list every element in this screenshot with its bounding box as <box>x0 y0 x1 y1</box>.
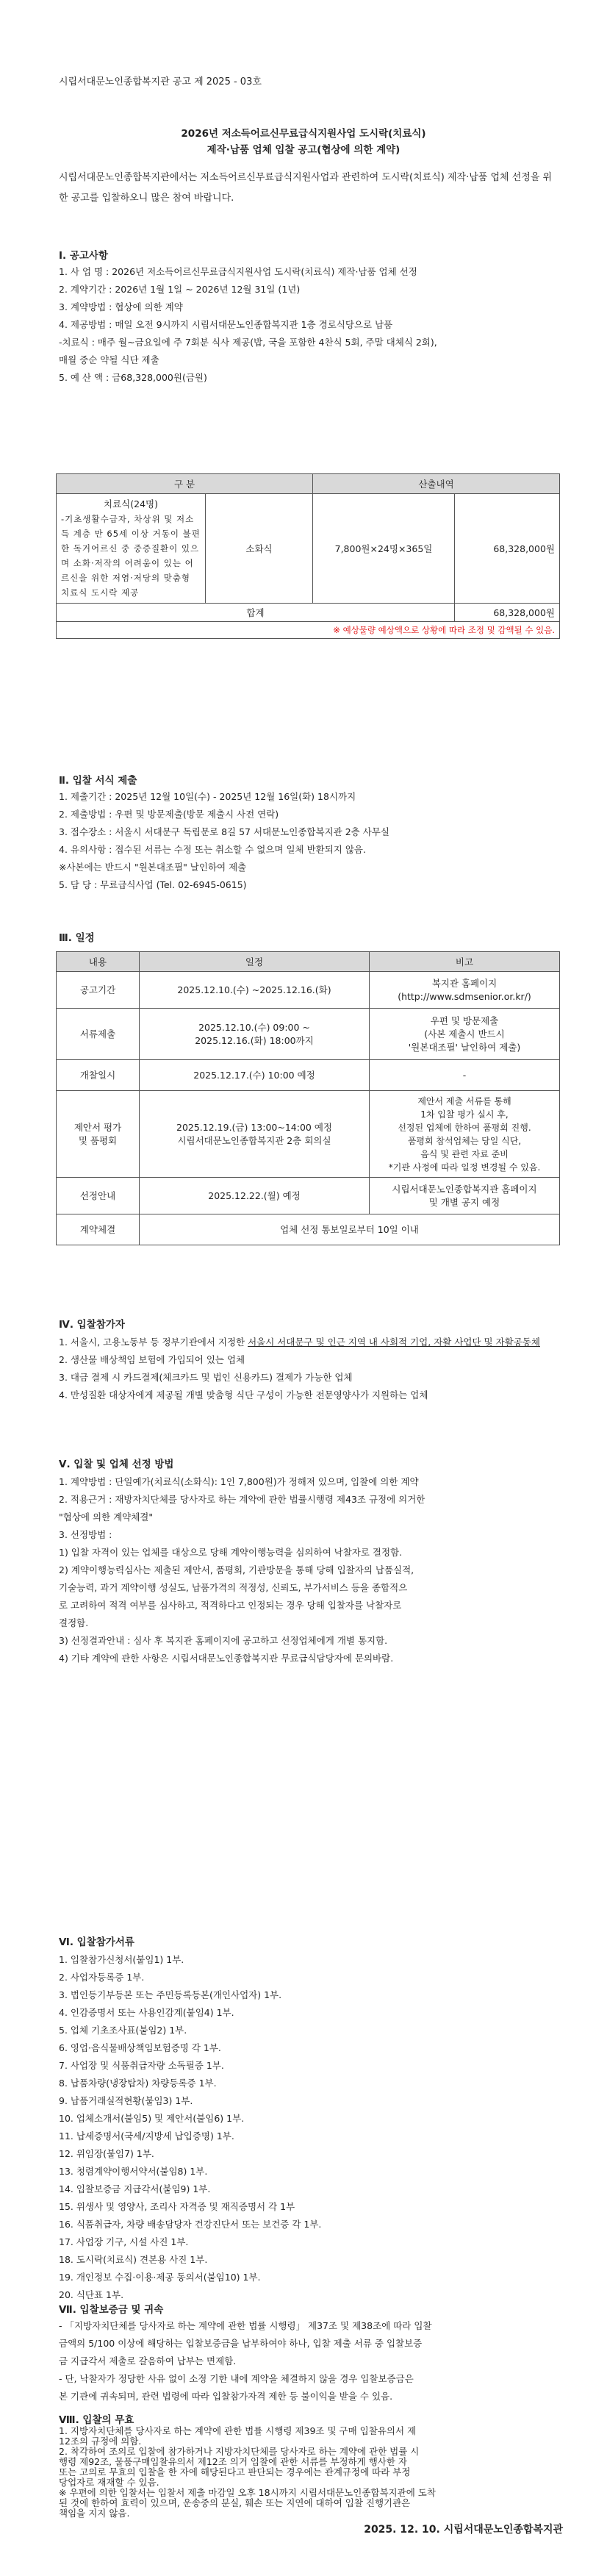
list-item: - 단, 낙찰자가 정당한 사유 없이 소정 기한 내에 계약을 체결하지 않을 경우 입찰보증금은 <box>59 2373 414 2384</box>
list-item: 12조의 규정에 의함. <box>59 2436 142 2447</box>
list-item: 5. 담 당 : 무료급식사업 (Tel. 02-6945-0615) <box>59 879 247 890</box>
row-note: 제안서 제출 서류를 통해 1차 입찰 평가 실시 후, 선정된 업체에 한하여 품평회 진행. 품평회 참석업체는 당일 식단, 음식 및 관련 자료 준비 *기관 사정에 따라 일정 변경될 수 있음. <box>370 1091 560 1178</box>
list-item: 3. 계약방법 : 협상에 의한 계약 <box>59 301 183 312</box>
list-item: 19. 개인정보 수집·이용·제공 동의서(붙임10) 1부. <box>59 2272 261 2283</box>
section-4-heading: Ⅳ. 입찰참가자 <box>59 1319 125 1331</box>
table-header: 구 분 <box>57 474 313 494</box>
section-4-lines <box>59 1334 558 1404</box>
list-item: 13. 청렴계약이행서약서(붙임8) 1부. <box>59 2166 208 2177</box>
section-6-lines <box>59 1951 566 2304</box>
row-name: 제안서 평가 및 품평회 <box>57 1091 140 1178</box>
table-header: 산출내역 <box>313 474 560 494</box>
table-row <box>57 1178 560 1214</box>
list-item: 11. 납세증명서(국세/지방세 납입증명) 1부. <box>59 2130 234 2142</box>
row-schedule: 2025.12.10.(수) 09:00 ~ 2025.12.16.(화) 18:00까지 <box>140 1009 370 1060</box>
category-cell: 소화식 <box>206 494 313 604</box>
list-item: 2. 적용근거 : 재방자치단체를 당사자로 하는 계약에 관한 법률시행령 제43조 규정에 의거한 <box>59 1494 425 1505</box>
row-schedule: 2025.12.10.(수) ~2025.12.16.(화) <box>140 972 370 1009</box>
budget-table <box>56 473 560 639</box>
item-name: 치료식(24명) <box>104 498 158 509</box>
row-schedule: 2025.12.22.(월) 예정 <box>140 1178 370 1214</box>
section-3-heading: Ⅲ. 일정 <box>59 932 95 944</box>
list-item: - 「지방자치단체를 당사자로 하는 계약에 관한 법률 시행령」 제37조 및 제38조에 따라 입찰 <box>59 2320 432 2331</box>
section-6-heading: Ⅵ. 입찰참가서류 <box>59 1936 134 1948</box>
list-item: 8. 납품차량(냉장탑차) 차량등록증 1부. <box>59 2078 217 2089</box>
section-5-heading: Ⅴ. 입찰 및 업체 선정 방법 <box>59 1459 174 1470</box>
total-label: 합계 <box>57 604 455 622</box>
item-cell <box>57 494 206 604</box>
list-item: 4. 유의사항 : 접수된 서류는 수정 또는 취소할 수 없으며 일체 반환되지 않음. <box>59 844 366 855</box>
list-item: 금액의 5/100 이상에 해당하는 입찰보증금을 납부하여야 하나, 입찰 제출 서류 중 입찰보증 <box>59 2338 423 2349</box>
section-1-lines <box>59 263 566 387</box>
list-item <box>59 1334 558 1351</box>
row-name: 개찰일시 <box>57 1060 140 1091</box>
list-item: 3. 법인등기부등본 또는 주민등록등본(개인사업자) 1부. <box>59 1989 282 2000</box>
table-row <box>57 1214 560 1245</box>
page-title-line1: 2026년 저소득어르신무료급식지원사업 도시락(치료식) <box>181 128 426 140</box>
list-item: 1. 계약방법 : 단일예가(치료식(소화식): 1인 7,800원)가 정해져 있으며, 입찰에 의한 계약 <box>59 1476 419 1487</box>
list-item: 4. 제공방법 : 매일 오전 9시까지 시립서대문노인종합복지관 1층 경로식당으로 납품 <box>59 319 393 330</box>
participant-underlined: 서울시 서대문구 및 인근 지역 내 사회적 기업, 자활 사업단 및 자활공동체 <box>248 1337 540 1348</box>
list-item: 2. 계약기간 : 2026년 1월 1일 ~ 2026년 12월 31일 (1년) <box>59 284 301 295</box>
list-item: 16. 식품취급자, 차량 배송담당자 건강진단서 또는 보건증 각 1부. <box>59 2219 322 2230</box>
table-header: 일정 <box>140 952 370 972</box>
list-item: ※사본에는 반드시 "원본대조필" 날인하여 제출 <box>59 862 247 873</box>
list-item: 매월 중순 약될 식단 제출 <box>59 354 159 365</box>
list-item: 로 고려하여 적격 여부를 심사하고, 적격하다고 인정되는 경우 당해 입찰자를 낙찰자로 <box>59 1600 402 1611</box>
section-2-lines <box>59 788 566 894</box>
list-item: 10. 업체소개서(붙임5) 및 제안서(붙임6) 1부. <box>59 2113 245 2124</box>
schedule-table <box>56 951 560 1245</box>
list-item: 6. 영업·음식물배상책임보험증명 각 1부. <box>59 2042 221 2053</box>
list-item: ※ 우편에 의한 입찰서는 입찰서 제출 마감일 오후 18시까지 시립서대문노인종합복지관에 도착 <box>59 2487 436 2498</box>
table-row <box>57 972 560 1009</box>
list-item: 1. 사 업 명 : 2026년 저소득어르신무료급식지원사업 도시락(치료식) 제작·납품 업체 선정 <box>59 266 417 277</box>
section-5-lines <box>59 1473 566 1667</box>
row-note: 시립서대문노인종합복지관 홈페이지 및 개별 공지 예정 <box>370 1178 560 1214</box>
list-item: "협상에 의한 계약체결" <box>59 1511 154 1523</box>
table-row <box>57 1009 560 1060</box>
table-header: 비고 <box>370 952 560 972</box>
table-row <box>57 1060 560 1091</box>
list-item: 1. 지방자치단체를 당사자로 하는 계약에 관한 법률 시행령 제39조 및 구매 입찰유의서 제 <box>59 2425 417 2436</box>
notice-number: 시립서대문노인종합복지관 공고 제 2025 - 03호 <box>59 76 262 87</box>
page-title-line2: 제작·납품 업체 입찰 공고(협상에 의한 계약) <box>206 144 401 156</box>
total-amount: 68,328,000원 <box>455 604 560 622</box>
list-item: 7. 사업장 및 식품취급자량 소독필증 1부. <box>59 2060 224 2071</box>
item-description: -기초생활수급자, 차상위 및 저소득 계층 만 65세 이상 거동이 불편한 독거어르신 중 중증질환이 있으며 소화·저작의 어려움이 있는 어르신을 위한 저염·저당의 맞춤형 치료식 도시락 제공 <box>61 514 201 598</box>
list-item: 3. 대금 결제 시 카드결제(체크카드 및 법인 신용카드) 결제가 가능한 업체 <box>59 1372 353 1383</box>
list-item: 책임을 지지 않음. <box>59 2508 130 2519</box>
intro-paragraph: 시립서대문노인종합복지관에서는 저소득어르신무료급식지원사업과 관련하여 도시락(치료식) 제작·납품 업체 선정을 위한 공고를 입찰하오니 많은 참여 바랍니다. <box>59 172 553 204</box>
list-item: 9. 납품거래실적현황(붙임3) 1부. <box>59 2095 193 2106</box>
list-item: 또는 고의로 무효의 입찰을 한 자에 해당된다고 판단되는 경우에는 관계규정에 따라 부정 <box>59 2466 411 2477</box>
list-item: 기술능력, 과거 계약이행 성실도, 납품가격의 적정성, 신뢰도, 부가서비스 등을 종합적으 <box>59 1582 408 1593</box>
list-item: 2. 생산물 배상책임 보험에 가입되어 있는 업체 <box>59 1354 245 1365</box>
section-2-heading: Ⅱ. 입찰 서식 제출 <box>59 775 137 787</box>
table-row <box>57 1091 560 1178</box>
list-item: 3. 접수장소 : 서울시 서대문구 독립문로 8길 57 서대문노인종합복지관 2층 사무실 <box>59 826 389 837</box>
list-item: 2. 사업자등록증 1부. <box>59 1972 145 1983</box>
row-schedule: 2025.12.17.(수) 10:00 예정 <box>140 1060 370 1091</box>
row-schedule: 업체 선정 통보일로부터 10일 이내 <box>140 1214 560 1245</box>
list-item: 5. 업체 기초조사표(붙임2) 1부. <box>59 2025 187 2036</box>
section-8-lines <box>59 2426 566 2519</box>
list-item: 1) 입찰 자격이 있는 업체를 대상으로 당해 계약이행능력을 심의하여 낙찰자로 결정함. <box>59 1547 403 1558</box>
section-8-heading: Ⅷ. 입찰의 무효 <box>59 2414 134 2426</box>
participant-text: 1. 서울시, 고용노동부 등 정부기관에서 지정한 <box>59 1337 248 1348</box>
list-item: 14. 입찰보증금 지급각서(붙임9) 1부. <box>59 2183 211 2194</box>
list-item: 행령 제92조, 물품구매입찰유의서 제12조 의거 입찰에 관한 서류를 부정하게 행사한 자 <box>59 2456 407 2467</box>
list-item: 금 지급각서 제출로 갈음하여 납부는 면제함. <box>59 2355 237 2366</box>
list-item: 본 기관에 귀속되며, 관련 법령에 따라 입찰참가자격 제한 등 불이익을 받을 수 있음. <box>59 2391 393 2402</box>
calc-cell: 7,800원×24명×365일 <box>313 494 455 604</box>
list-item: 3) 선정결과안내 : 심사 후 복지관 홈페이지에 공고하고 선정업체에게 개별 통지함. <box>59 1635 388 1646</box>
list-item: 17. 사업장 기구, 시설 사진 1부. <box>59 2236 189 2247</box>
row-name: 공고기간 <box>57 972 140 1009</box>
row-note: - <box>370 1060 560 1091</box>
section-7-lines <box>59 2317 566 2405</box>
list-item: 4) 기타 계약에 관한 사항은 시립서대문노인종합복지관 무료급식담당자에 문의바람. <box>59 1653 394 1664</box>
list-item: 4. 만성질환 대상자에게 제공될 개별 맞춤형 식단 구성이 가능한 전문영양사가 지원하는 업체 <box>59 1389 428 1400</box>
row-name: 계약체결 <box>57 1214 140 1245</box>
list-item: 당업자로 재재할 수 있음. <box>59 2477 159 2488</box>
list-item: 2) 계약이행능력심사는 제출된 제안서, 품평회, 기관방문을 통해 당해 입찰자의 납품실적, <box>59 1564 414 1575</box>
list-item: 1. 입찰참가신청서(붙임1) 1부. <box>59 1954 184 1965</box>
budget-note: ※ 예상물량 예상액으로 상황에 따라 조정 및 감액될 수 있음. <box>57 622 560 639</box>
list-item: 결정함. <box>59 1617 89 1628</box>
list-item: 3. 선정방법 : <box>59 1529 112 1540</box>
list-item: 15. 위생사 및 영양사, 조리사 자격증 및 재직증명서 각 1부 <box>59 2201 295 2212</box>
section-7-heading: Ⅶ. 입찰보증금 및 귀속 <box>59 2304 164 2316</box>
list-item: 1. 제출기간 : 2025년 12월 10일(수) - 2025년 12월 16일(화) 18시까지 <box>59 791 356 802</box>
row-note: 복지관 홈페이지 (http://www.sdmsenior.or.kr/) <box>370 972 560 1009</box>
section-1-heading: Ⅰ. 공고사항 <box>59 250 109 262</box>
list-item: 12. 위임장(붙임7) 1부. <box>59 2148 154 2159</box>
list-item: 4. 인감증명서 또는 사용인감계(붙임4) 1부. <box>59 2007 234 2018</box>
row-name: 선정안내 <box>57 1178 140 1214</box>
list-item: 2. 착각하여 조의로 입찰에 참가하거나 지방자치단체를 당사자로 하는 계약에 관한 법률 시 <box>59 2446 420 2457</box>
amount-cell: 68,328,000원 <box>455 494 560 604</box>
list-item: 5. 예 산 액 : 금68,328,000원(금원) <box>59 372 207 383</box>
list-item: 20. 식단표 1부. <box>59 2289 124 2300</box>
list-item: 18. 도시락(치료식) 견본용 사진 1부. <box>59 2254 208 2265</box>
date-signature: 2025. 12. 10. 시립서대문노인종합복지관 <box>364 2524 563 2536</box>
row-schedule: 2025.12.19.(금) 13:00~14:00 예정 시립서대문노인종합복지관 2층 회의실 <box>140 1091 370 1178</box>
row-note: 우편 및 방문제출 (사본 제출시 반드시 '원본대조필' 날인하여 제출) <box>370 1009 560 1060</box>
list-item: 2. 제출방법 : 우편 및 방문제출(방문 제출시 사전 연락) <box>59 809 279 820</box>
list-item: -치료식 : 매주 월~금요일에 주 7회분 식사 제공(밥, 국을 포함한 4찬식 5회, 주말 대체식 2회), <box>59 337 437 348</box>
table-header: 내용 <box>57 952 140 972</box>
row-name: 서류제출 <box>57 1009 140 1060</box>
list-item: 된 것에 한하여 효력이 있으며, 운송중의 분실, 훼손 또는 지연에 대하여 입찰 진행기관은 <box>59 2497 411 2508</box>
